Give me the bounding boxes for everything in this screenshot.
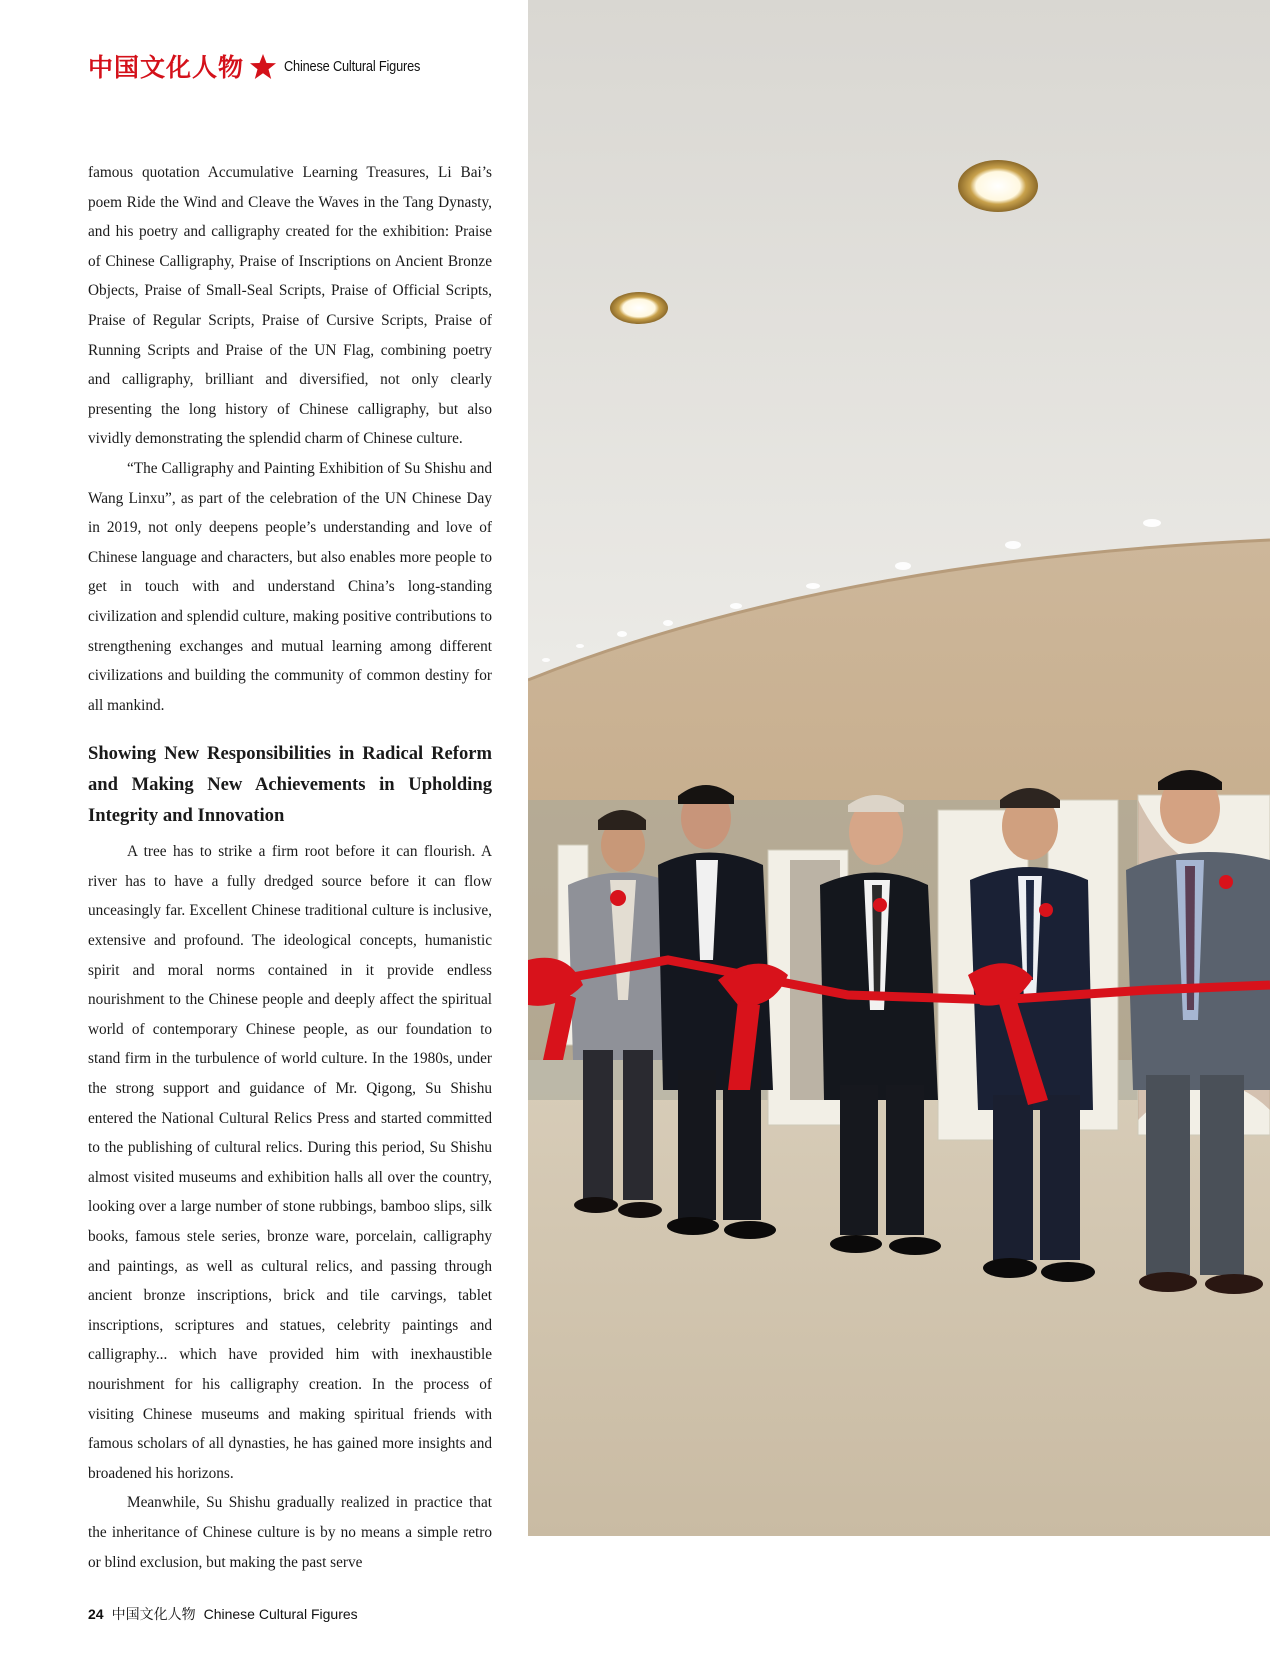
page-header	[88, 52, 439, 82]
article-paragraph: famous quotation Accumulative Learning Treasures, Li Bai’s poem Ride the Wind and Cleave the Waves in the Tang Dynasty, and his poetry and calligraphy created for the exhibition: Praise of Chinese Calligraphy, Praise of Inscriptions on Ancient Bronze Objects, Praise of Small-Seal Scripts, Praise of Official Scripts, Praise of Regular Scripts, Praise of Cursive Scripts, Praise of Running Scripts and Praise of the UN Flag, combining poetry and calligraphy, brilliant and diversified, not only clearly presenting the long history of Chinese calligraphy, but also vividly demonstrating the splendid charm of Chinese culture.	[88, 164, 492, 448]
footer-publication-en: Chinese Cultural Figures	[203, 1606, 358, 1622]
page-footer	[88, 1604, 358, 1624]
article-column	[88, 158, 492, 1577]
article-paragraph: Meanwhile, Su Shishu gradually realized in practice that the inheritance of Chinese culture is by no means a simple retro or blind exclusion, but making the past serve	[88, 1494, 492, 1571]
article-paragraph: “The Calligraphy and Painting Exhibition of Su Shishu and Wang Linxu”, as part of the celebration of the UN Chinese Day in 2019, not only deepens people’s understanding and love of Chinese language and characters, but also enables more people to get in touch with and understand China’s long-standing civilization and splendid culture, making positive contributions to strengthening exchanges and mutual learning among different civilizations and building the community of common destiny for all mankind.	[88, 459, 492, 714]
section-heading: Showing New Responsibilities in Radical Reform and Making New Achievements in Upholding Integrity and Innovation	[88, 743, 492, 827]
brand-logo-chinese: 中国文化人物	[88, 52, 245, 82]
footer-publication-cn: 中国文化人物	[111, 1606, 196, 1622]
ribbon-cutting-ceremony-photo	[528, 0, 1270, 1536]
article-paragraph: A tree has to strike a firm root before it can flourish. A river has to have a fully dredged source before it can flow unceasingly far. Excellent Chinese traditional culture is inclusive, extensive and profound. The ideological concepts, humanistic spirit and moral norms contained in it provide endless nourishment to the Chinese people and deeply affect the spiritual world of contemporary Chinese people, as our foundation to stand firm in the turbulence of world culture. In the 1980s, under the strong support and guidance of Mr. Qigong, Su Shishu entered the National Cultural Relics Press and started committed to the publishing of cultural relics. During this period, Su Shishu almost visited museums and exhibition halls all over the country, looking over a large number of stone rubbings, bamboo slips, silk books, famous stele series, bronze ware, porcelain, calligraphy and paintings, as well as cultural relics, and passing through ancient bronze inscriptions, brick and tile carvings, tablet inscriptions, scriptures and statues, celebrity paintings and calligraphy... which have provided him with inexhaustible nourishment for his calligraphy creation. In the process of visiting Chinese museums and making spiritual friends with famous scholars of all dynasties, he has gained more insights and broadened his horizons.	[88, 843, 492, 1482]
page-number: 24	[88, 1606, 104, 1622]
brand-logo-english: Chinese Cultural Figures	[284, 59, 421, 75]
red-star-icon	[248, 52, 278, 82]
